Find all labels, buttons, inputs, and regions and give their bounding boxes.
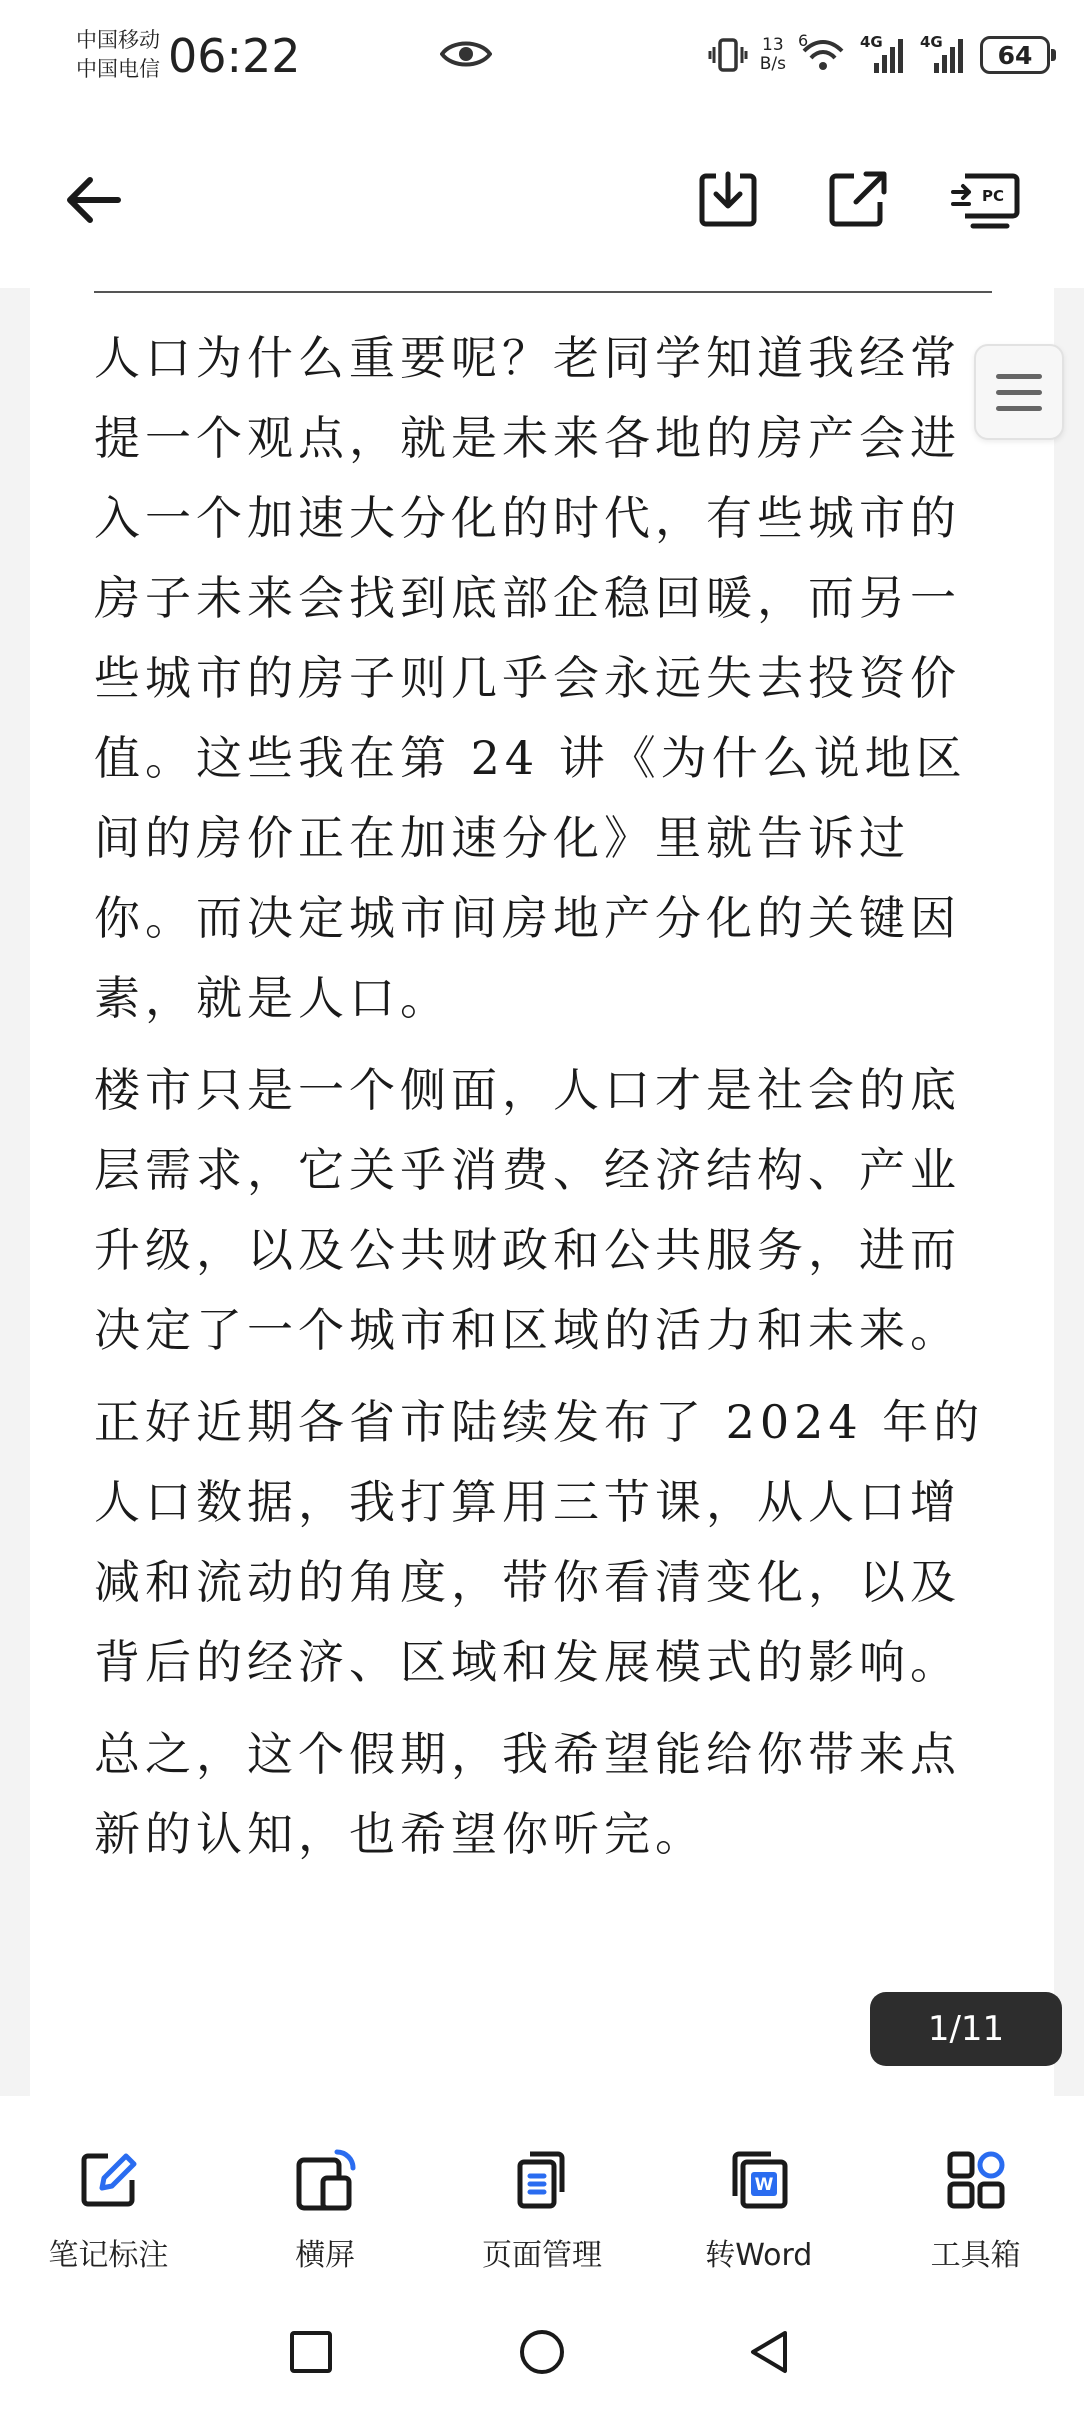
convert-word-button[interactable] bbox=[650, 2096, 867, 2296]
triangle-back-icon bbox=[745, 2327, 795, 2377]
landscape-label: 横屏 bbox=[295, 2238, 356, 2273]
signal-1-label: 4G bbox=[860, 33, 883, 51]
back-button[interactable] bbox=[58, 164, 130, 236]
document-page bbox=[30, 288, 1054, 2096]
recent-apps-button[interactable] bbox=[279, 2320, 343, 2384]
page-manage-button[interactable] bbox=[434, 2096, 651, 2296]
signal-indicator-2 bbox=[920, 35, 968, 75]
wifi-indicator bbox=[798, 31, 848, 75]
status-icons bbox=[708, 30, 1050, 80]
share-button[interactable] bbox=[822, 164, 894, 236]
convert-word-label: 转Word bbox=[705, 2238, 813, 2273]
page-manage-label: 页面管理 bbox=[481, 2238, 602, 2273]
landscape-button[interactable] bbox=[217, 2096, 434, 2296]
pc-label: PC bbox=[981, 187, 1005, 205]
rotate-screen-icon bbox=[293, 2148, 357, 2212]
wifi-label: 6 bbox=[798, 31, 809, 50]
paragraph-3: 正好近期各省市陆续发布了 2024 年的人口数据，我打算用三节课，从人口增减和流动的角度，带你看清变化，以及背后的经济、区域和发展模式的影响。 bbox=[94, 1395, 985, 1689]
signal-indicator-1 bbox=[860, 35, 908, 75]
note-edit-icon bbox=[76, 2148, 140, 2212]
menu-line-icon bbox=[996, 406, 1042, 411]
status-time: 06:22 bbox=[168, 29, 301, 83]
vibrate-icon bbox=[708, 37, 748, 73]
download-icon bbox=[696, 168, 760, 232]
floating-menu-button[interactable] bbox=[974, 344, 1064, 440]
square-icon bbox=[286, 2327, 336, 2377]
pc-cast-button[interactable] bbox=[950, 164, 1022, 236]
paragraph-1: 人口为什么重要呢？老同学知道我经常提一个观点，就是未来各地的房产会进入一个加速大分化的时代，有些城市的房子未来会找到底部企稳回暖，而另一些城市的房子则几乎会永远失去投资价值。这些我在第 24 讲《为什么说地区间的房价正在加速分化》里就告诉过你。而决定城市间房地产分化的关键因素，就是人口。 bbox=[94, 331, 967, 1025]
paragraph-4: 总之，这个假期，我希望能给你带来点新的认知，也希望你听完。 bbox=[94, 1727, 961, 1861]
top-toolbar bbox=[0, 112, 1084, 288]
carrier-info bbox=[76, 26, 160, 84]
note-annotate-button[interactable] bbox=[0, 2096, 217, 2296]
document-text bbox=[94, 318, 994, 1886]
download-button[interactable] bbox=[692, 164, 764, 236]
note-annotate-label: 笔记标注 bbox=[48, 2238, 169, 2273]
nav-back-button[interactable] bbox=[738, 2320, 802, 2384]
toolbox-icon bbox=[944, 2148, 1008, 2212]
toolbox-label: 工具箱 bbox=[930, 2238, 1021, 2273]
share-icon bbox=[826, 168, 890, 232]
signal-2-label: 4G bbox=[920, 33, 943, 51]
eye-icon bbox=[440, 36, 492, 72]
bottom-toolbar bbox=[0, 2096, 1084, 2296]
page-manage-icon bbox=[510, 2148, 574, 2212]
word-convert-icon bbox=[727, 2148, 791, 2212]
carrier-1: 中国移动 bbox=[76, 28, 160, 52]
carrier-2: 中国电信 bbox=[76, 57, 160, 81]
status-bar bbox=[0, 0, 1084, 112]
menu-line-icon bbox=[996, 374, 1042, 379]
circle-icon bbox=[517, 2327, 567, 2377]
net-speed bbox=[760, 36, 786, 74]
pc-cast-icon bbox=[951, 168, 1021, 232]
net-speed-unit: B/s bbox=[759, 54, 786, 74]
home-button[interactable] bbox=[510, 2320, 574, 2384]
battery-icon: 64 bbox=[980, 36, 1050, 74]
net-speed-value: 13 bbox=[762, 35, 784, 55]
paragraph-2: 楼市只是一个侧面，人口才是社会的底层需求，它关乎消费、经济结构、产业升级，以及公共财政和公共服务，进而决定了一个城市和区域的活力和未来。 bbox=[94, 1063, 961, 1357]
menu-line-icon bbox=[996, 390, 1042, 395]
word-badge: W bbox=[754, 2175, 774, 2195]
back-arrow-icon bbox=[62, 168, 126, 232]
page-counter: 1/11 bbox=[870, 1992, 1062, 2066]
system-nav-bar bbox=[0, 2296, 1084, 2412]
toolbox-button[interactable] bbox=[867, 2096, 1084, 2296]
page-top-rule bbox=[94, 288, 992, 293]
